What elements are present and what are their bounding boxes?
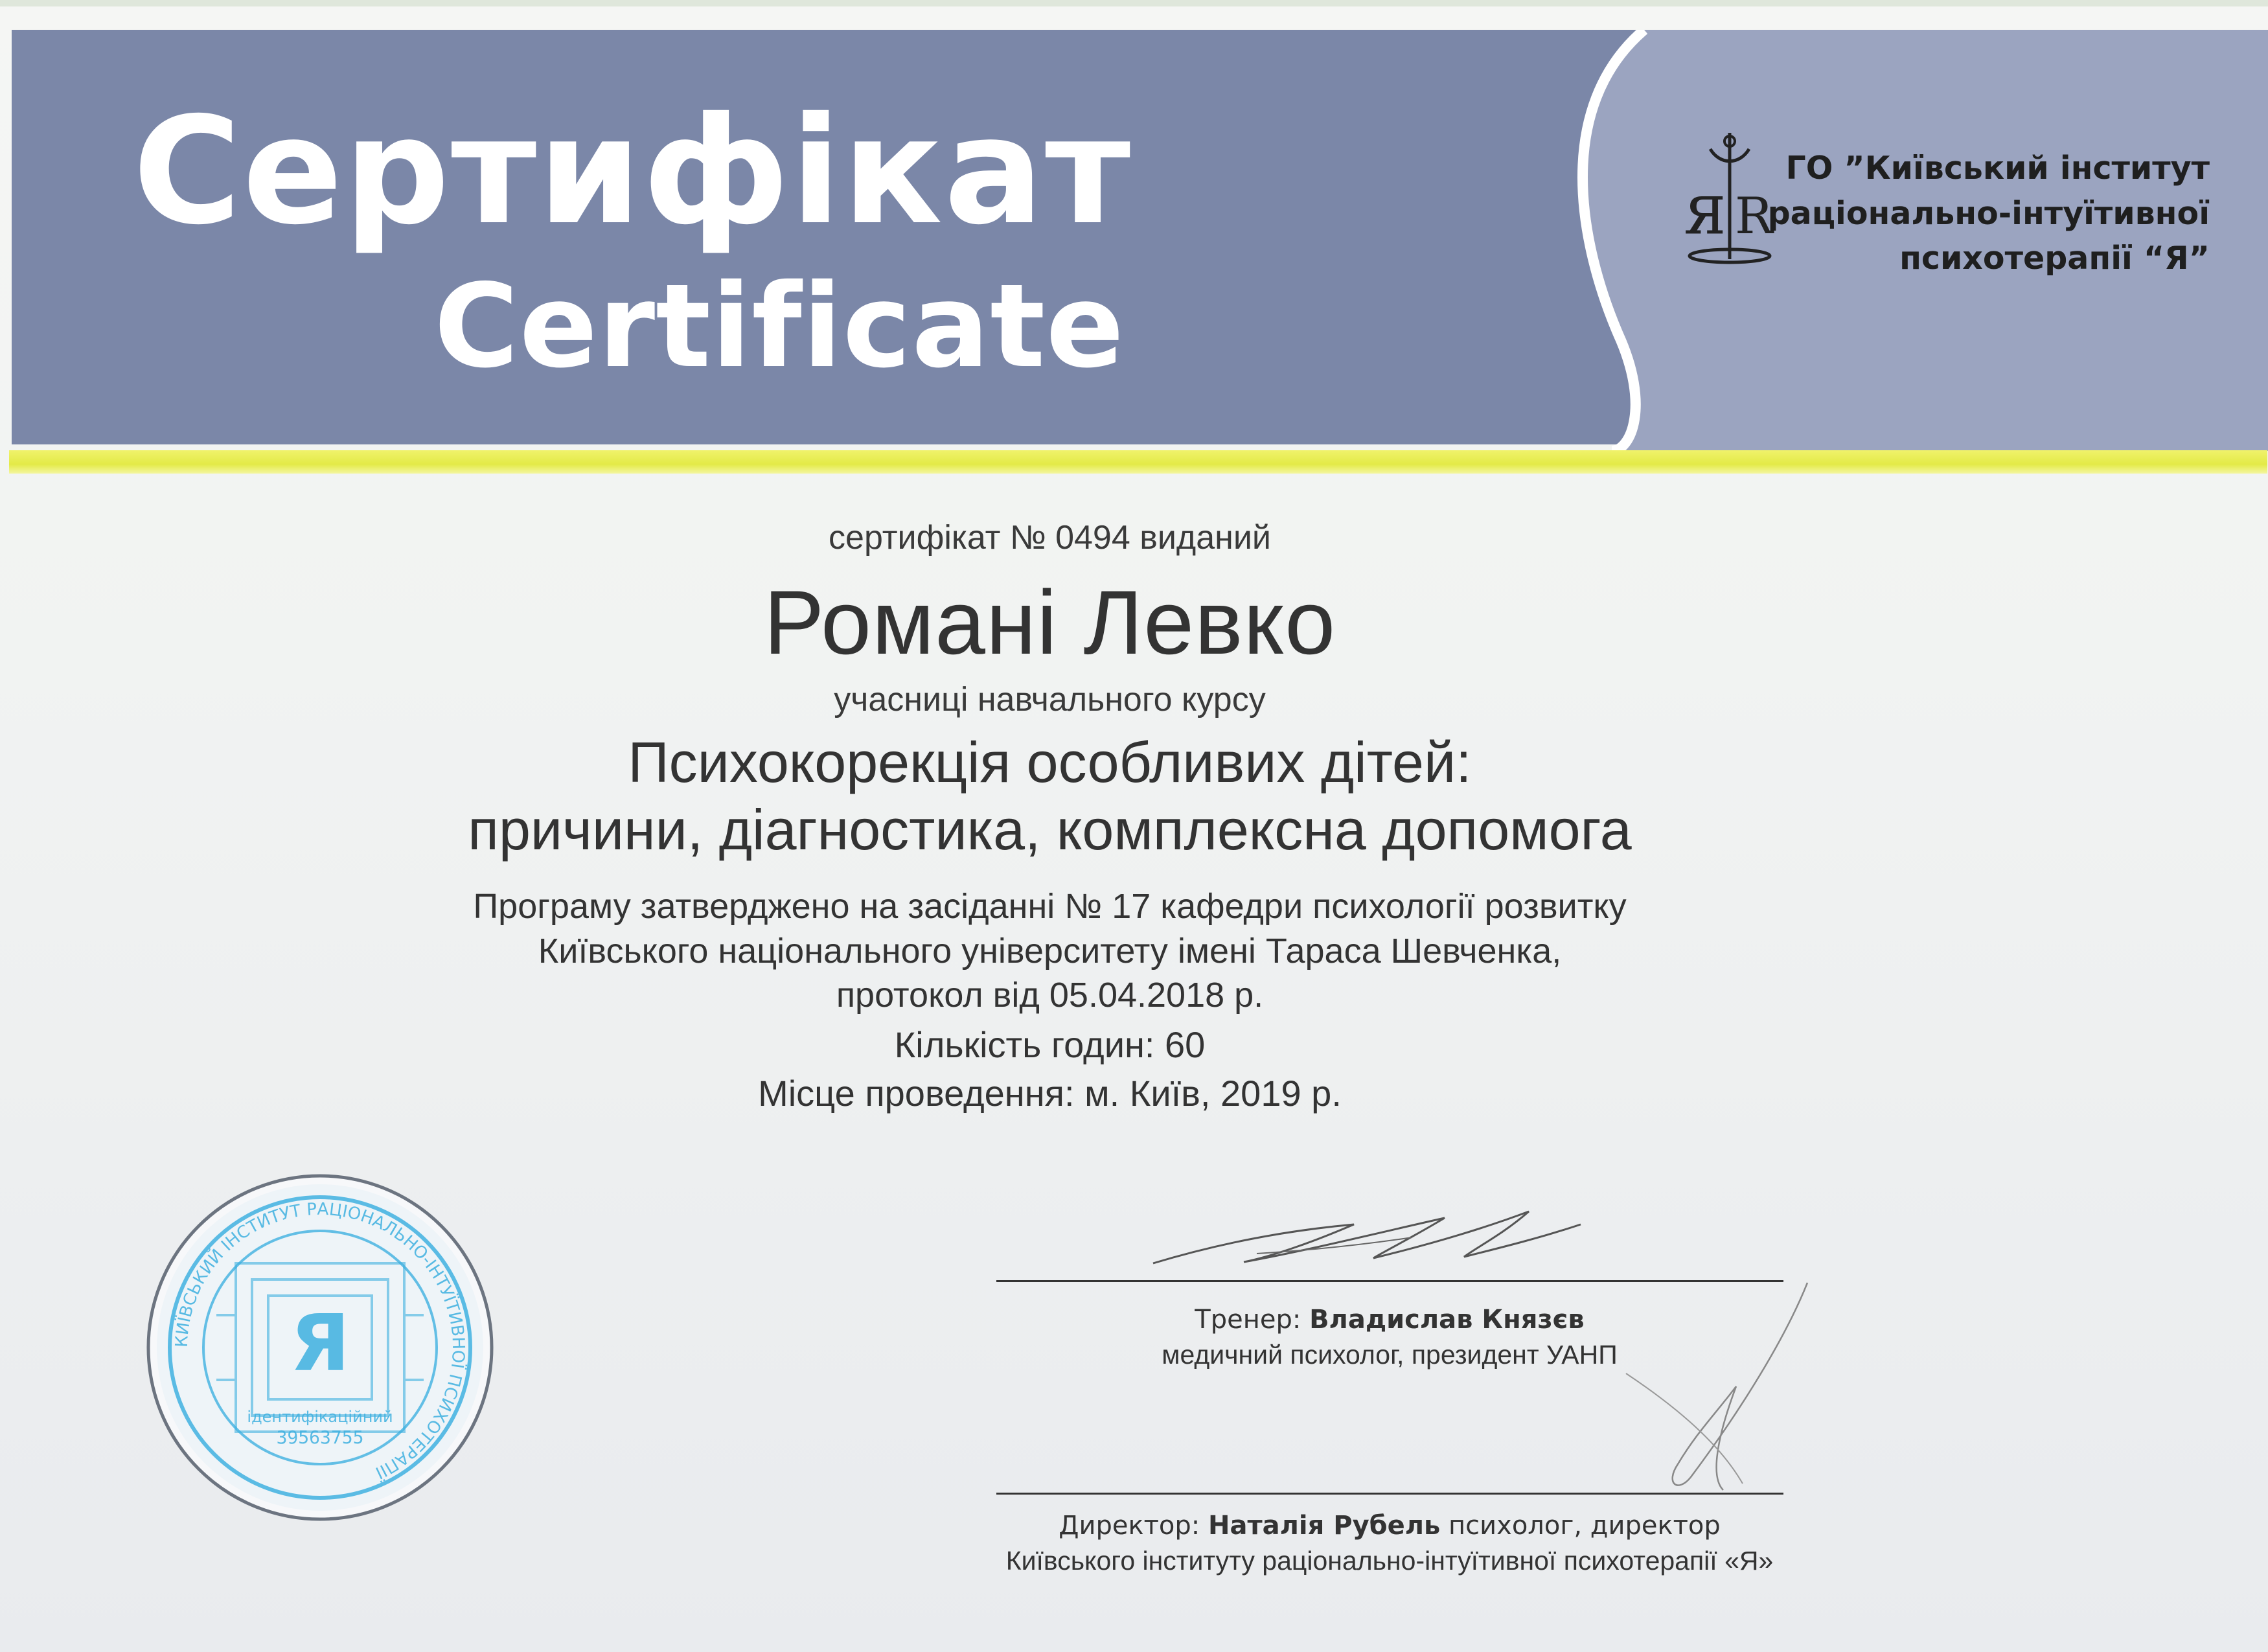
director-signature-line — [996, 1493, 1783, 1495]
director-block — [972, 1508, 1807, 1579]
org-line: ГО ”Київський інститут — [1785, 150, 2210, 187]
svg-text:Я: Я — [1684, 187, 1725, 246]
program-approval — [0, 884, 2184, 1018]
trainer-block — [972, 1302, 1807, 1373]
accent-stripe — [9, 450, 2267, 474]
org-line: психотерапії “Я” — [1899, 240, 2210, 277]
svg-text:R: R — [1735, 187, 1773, 246]
program-line: Київського національного університету імені Тараса Шевченка, — [538, 931, 1562, 970]
course-hours: Кількість годин: 60 — [894, 1024, 1206, 1065]
org-line: раціонально-інтуїтивної — [1767, 194, 2210, 232]
program-line: Програму затверджено на засіданні № 17 кафедри психології розвитку — [473, 887, 1627, 926]
certificate-title-ua: Сертифікат — [133, 85, 1132, 257]
round-seal-stamp-icon — [139, 1166, 501, 1532]
course-title-line: причини, діагностика, комплексна допомога — [468, 797, 1632, 862]
stamp-center-letter: Я — [290, 1299, 350, 1389]
director-name-line — [972, 1508, 1807, 1543]
director-role: психолог, директор — [1449, 1511, 1721, 1541]
director-name: Наталія Рубель — [1208, 1511, 1441, 1541]
trainer-label: Тренер: — [1195, 1305, 1301, 1335]
trainer-signature-line — [996, 1280, 1783, 1282]
director-label: Директор: — [1059, 1511, 1200, 1541]
program-line: протокол від 05.04.2018 р. — [836, 976, 1264, 1015]
course-title — [0, 729, 2184, 864]
recipient-name: Романі Левко — [763, 571, 1336, 673]
trainer-name: Владислав Князєв — [1309, 1305, 1585, 1335]
stamp-ring-text: КИЇВСЬКИЙ ІНСТИТУТ РАЦІОНАЛЬНО-ІНТУЇТИВНОЇ ПСИХОТЕРАПІЇ — [172, 1199, 468, 1483]
course-title-line: Психокорекція особливих дітей: — [628, 730, 1472, 794]
organization-name — [1717, 146, 2210, 281]
trainer-name-line — [972, 1302, 1807, 1337]
stamp-id-code: 39563755 — [276, 1427, 364, 1448]
course-venue: Місце проведення: м. Київ, 2019 р. — [758, 1073, 1342, 1114]
certificate-number: сертифікат № 0494 виданий — [829, 519, 1271, 556]
trainer-signature — [1140, 1186, 1594, 1289]
stamp-id-label: ідентифікаційний — [247, 1408, 393, 1426]
participant-line: учасниці навчального курсу — [834, 681, 1266, 718]
trainer-title: медичний психолог, президент УАНП — [1162, 1340, 1618, 1370]
certificate-title-en: Certificate — [434, 259, 1125, 393]
director-organization: Київського інституту раціонально-інтуїтивної психотерапії «Я» — [1005, 1546, 1774, 1576]
page-edge — [0, 0, 2268, 6]
